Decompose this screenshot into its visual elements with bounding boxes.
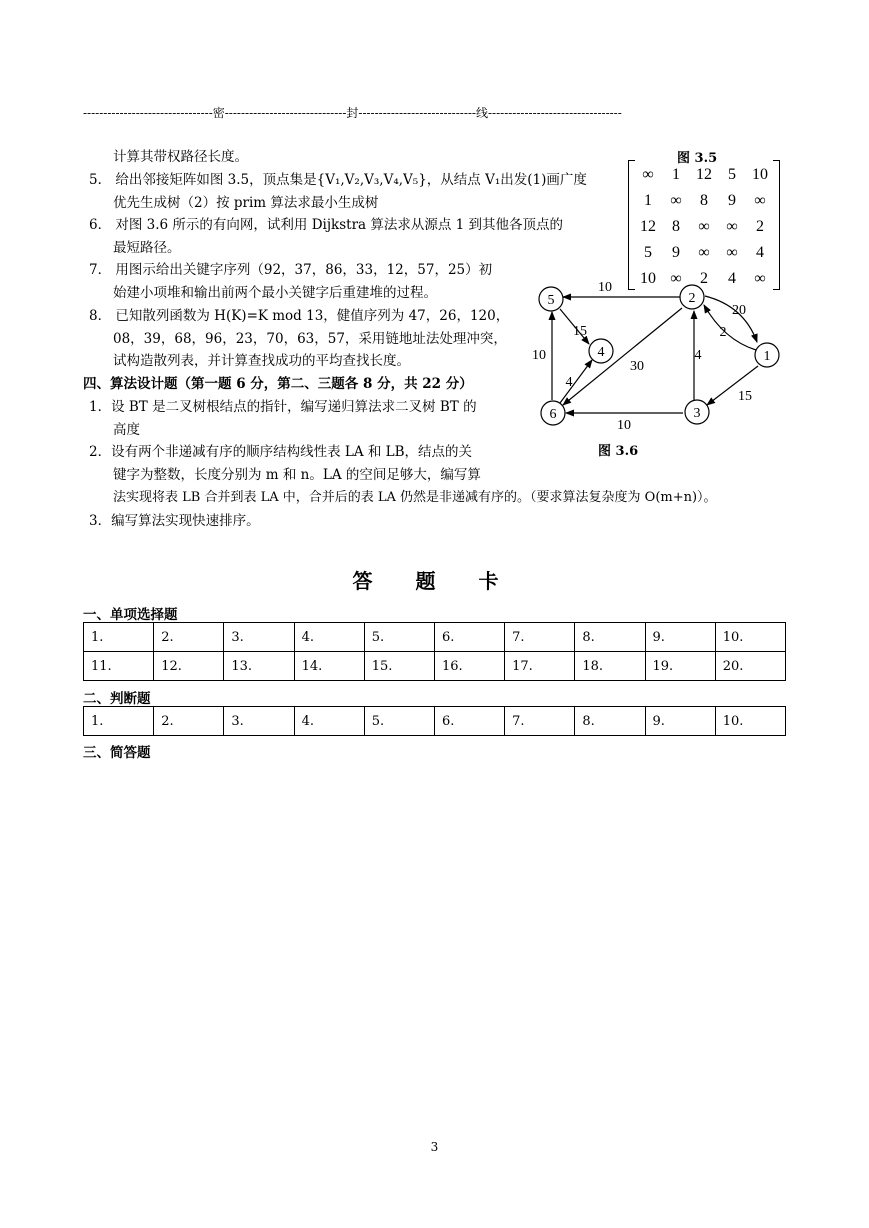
answer-cell[interactable]: 16.: [434, 652, 504, 681]
edge-weight-label: 4: [565, 375, 573, 390]
node-label: 3: [693, 406, 701, 421]
answer-cell[interactable]: 6.: [434, 623, 504, 652]
answer-cell[interactable]: 11.: [84, 652, 154, 681]
answer-cell[interactable]: 4.: [294, 623, 364, 652]
node-label: 1: [763, 349, 771, 364]
figure-3-6-caption: 图 3.6: [598, 444, 639, 459]
answer-cell[interactable]: 5.: [364, 623, 434, 652]
edge-weight-label: 10: [617, 418, 631, 433]
answer-cell[interactable]: 6.: [434, 707, 504, 736]
matrix-cell: 1: [644, 192, 652, 209]
edge-1-2: [704, 305, 756, 350]
matrix-cell: 9: [728, 192, 736, 209]
question-6-line2: 最短路径。: [113, 240, 181, 256]
edge-weight-label: 10: [532, 348, 546, 363]
answer-cell[interactable]: 14.: [294, 652, 364, 681]
figure-3-5-caption: 图 3.5: [677, 151, 718, 166]
answer-cell[interactable]: 10.: [715, 623, 785, 652]
matrix-cell: ∞: [642, 166, 654, 183]
answer-cell[interactable]: 2.: [154, 707, 224, 736]
question-8-line1: 8． 已知散列函数为 H(K)=K mod 13，健值序列为 47，26，120，: [89, 308, 510, 324]
matrix-cell: 2: [756, 218, 764, 235]
question-5-line2: 优先生成树（2）按 prim 算法求最小生成树: [113, 195, 379, 211]
question-7-line1: 7． 用图示给出关键字序列（92，37，86，33，12，57，25）初: [89, 262, 493, 278]
matrix-cell: ∞: [698, 218, 710, 235]
matrix-cell: 8: [672, 218, 680, 235]
matrix-cell: ∞: [670, 192, 682, 209]
answer-cell[interactable]: 5.: [364, 707, 434, 736]
edge-weight-label: 15: [573, 324, 587, 339]
answer-cell[interactable]: 17.: [505, 652, 575, 681]
edge-2-6: [563, 308, 682, 405]
edge-weight-label: 15: [738, 389, 752, 404]
answer-cell[interactable]: 9.: [645, 623, 715, 652]
seal-line: --------------------------------密------------------------------封-----------------------------线---------------------------------: [83, 106, 622, 120]
answer-cell[interactable]: 12.: [154, 652, 224, 681]
short-answer-section-title: 三、简答题: [83, 745, 151, 761]
answer-cell[interactable]: 7.: [505, 707, 575, 736]
matrix-cell: 5: [728, 166, 736, 183]
node-label: 5: [547, 293, 555, 308]
answer-cell[interactable]: 15.: [364, 652, 434, 681]
question-8-line3: 试构造散列表，并计算查找成功的平均查找长度。: [113, 353, 410, 369]
section-4-title: 四、算法设计题（第一题 6 分，第二、三题各 8 分，共 22 分）: [83, 376, 473, 392]
matrix-cell: 5: [644, 244, 652, 261]
answer-cell[interactable]: 13.: [224, 652, 294, 681]
table-row: [84, 652, 786, 681]
matrix-cell: 4: [728, 270, 736, 287]
node-label: 4: [597, 345, 605, 360]
judgement-section-title: 二、判断题: [83, 691, 151, 707]
node-label: 2: [688, 291, 696, 306]
adjacency-matrix: [628, 160, 780, 290]
answer-cell[interactable]: 8.: [575, 707, 645, 736]
answer-cell[interactable]: 1.: [84, 707, 154, 736]
algo-question-2-line1: 2．设有两个非递减有序的顺序结构线性表 LA 和 LB，结点的关: [89, 444, 473, 460]
edge-weight-label: 2: [719, 325, 727, 340]
edge-weight-label: 4: [694, 348, 702, 363]
algo-question-1-line1: 1．设 BT 是二叉树根结点的指针，编写递归算法求二叉树 BT 的: [89, 399, 477, 415]
matrix-cell: 10: [640, 270, 656, 287]
question-7-line2: 始建小项堆和输出前两个最小关键字后重建堆的过程。: [113, 285, 437, 301]
answer-cell[interactable]: 20.: [715, 652, 785, 681]
edge-weight-label: 30: [630, 359, 644, 374]
answer-cell[interactable]: 3.: [224, 707, 294, 736]
matrix-cell: ∞: [726, 218, 738, 235]
matrix-cell: ∞: [670, 270, 682, 287]
matrix-cell: 9: [672, 244, 680, 261]
choice-answer-table: [83, 622, 786, 681]
choice-section-title: 一、单项选择题: [83, 607, 178, 623]
matrix-cell: ∞: [754, 270, 766, 287]
matrix-cell: 8: [700, 192, 708, 209]
answer-cell[interactable]: 7.: [505, 623, 575, 652]
node-label: 6: [549, 407, 557, 422]
question-5-line1: 5． 给出邻接矩阵如图 3.5，顶点集是{V₁,V₂,V₃,V₄,V₅}，从结点 V₁出发(1)画广度: [89, 172, 587, 188]
answer-cell[interactable]: 1.: [84, 623, 154, 652]
algo-question-1-line2: 高度: [113, 422, 140, 438]
answer-cell[interactable]: 18.: [575, 652, 645, 681]
edge-weight-label: 20: [732, 303, 746, 318]
edge-weight-label: 10: [598, 280, 612, 295]
matrix-cell: 2: [700, 270, 708, 287]
algo-question-2-line3: 法实现将表 LB 合并到表 LA 中，合并后的表 LA 仍然是非递减有序的。（要求算法复杂度为 O(m+n)）。: [113, 490, 717, 505]
answer-cell[interactable]: 19.: [645, 652, 715, 681]
table-row: [84, 623, 786, 652]
matrix-grid: [634, 162, 774, 292]
answer-card-title: 答 题 卡: [352, 569, 517, 593]
question-text: 计算其带权路径长度。: [113, 149, 248, 165]
table-row: [84, 707, 786, 736]
matrix-cell: 4: [756, 244, 764, 261]
matrix-cell: 1: [672, 166, 680, 183]
matrix-right-bracket: [773, 160, 780, 290]
judgement-answer-table: [83, 706, 786, 736]
question-8-line2: 08，39，68，96，23，70，63，57，采用链地址法处理冲突，: [113, 331, 507, 347]
algo-question-3: 3．编写算法实现快速排序。: [89, 513, 260, 529]
matrix-cell: ∞: [754, 192, 766, 209]
algo-question-2-line2: 键字为整数，长度分别为 m 和 n。LA 的空间足够大，编写算: [113, 467, 481, 483]
matrix-cell: ∞: [698, 244, 710, 261]
answer-cell[interactable]: 3.: [224, 623, 294, 652]
matrix-cell: ∞: [726, 244, 738, 261]
matrix-cell: 10: [752, 166, 768, 183]
page-number: 3: [430, 1140, 439, 1154]
answer-cell[interactable]: 10.: [715, 707, 785, 736]
answer-cell[interactable]: 9.: [645, 707, 715, 736]
answer-cell[interactable]: 2.: [154, 623, 224, 652]
answer-cell[interactable]: 8.: [575, 623, 645, 652]
question-6-line1: 6． 对图 3.6 所示的有向网，试利用 Dijkstra 算法求从源点 1 到其他各顶点的: [89, 217, 564, 233]
matrix-cell: 12: [640, 218, 656, 235]
directed-graph-figure: [515, 275, 795, 445]
answer-cell[interactable]: 4.: [294, 707, 364, 736]
matrix-cell: 12: [696, 166, 712, 183]
